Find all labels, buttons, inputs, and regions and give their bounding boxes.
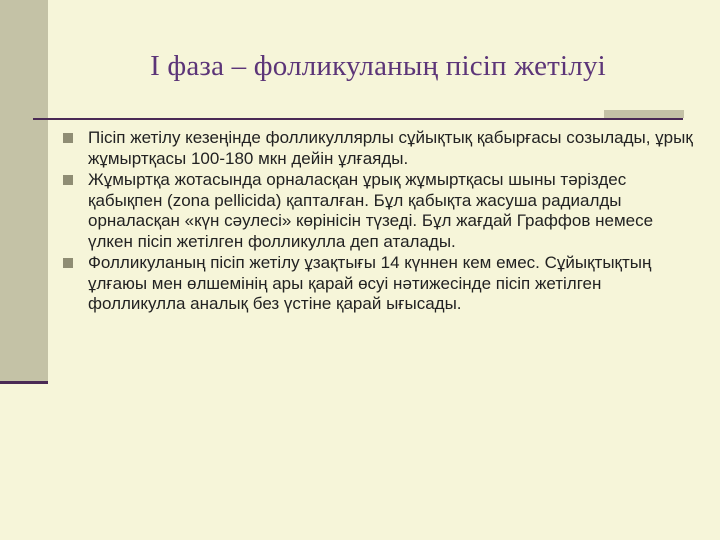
bullet-item (62, 253, 702, 315)
title-divider (33, 118, 683, 120)
bullet-text: Фолликуланың пісіп жетілу ұзақтығы 14 күннен кем емес. Сұйықтықтың ұлғаюы мен өлшемінің ары қарай өсуі нәтижесінде пісіп жетілген фолликулла аналық без үстіне қарай ығысады. (88, 253, 652, 313)
bullet-text: Пісіп жетілу кезеңінде фолликуллярлы сұйықтық қабырғасы созылады, ұрық жұмыртқасы 100-180 мкн дейін ұлғаяды. (88, 128, 693, 168)
bullet-text: Жұмыртқа жотасында орналасқан ұрық жұмыртқасы шыны тәріздес қабықпен (zona pellicida) қапталған. Бұл қабықта жасуша радиалды орналасқан «күн сәулесі» көрінісін түзеді. Бұл жағдай Граффов немесе үлкен пісіп жетілген фолликулла деп аталады. (88, 170, 654, 251)
square-bullet-icon (63, 175, 73, 185)
title-line-accent (604, 110, 684, 118)
bullet-item (62, 128, 702, 169)
left-decorative-band (0, 0, 48, 384)
bullet-list (62, 128, 702, 315)
slide-title: І фаза – фолликуланың пісіп жетілуі (150, 50, 606, 82)
square-bullet-icon (63, 258, 73, 268)
bullet-item (62, 170, 702, 252)
left-band-underline (0, 381, 48, 384)
square-bullet-icon (63, 133, 73, 143)
